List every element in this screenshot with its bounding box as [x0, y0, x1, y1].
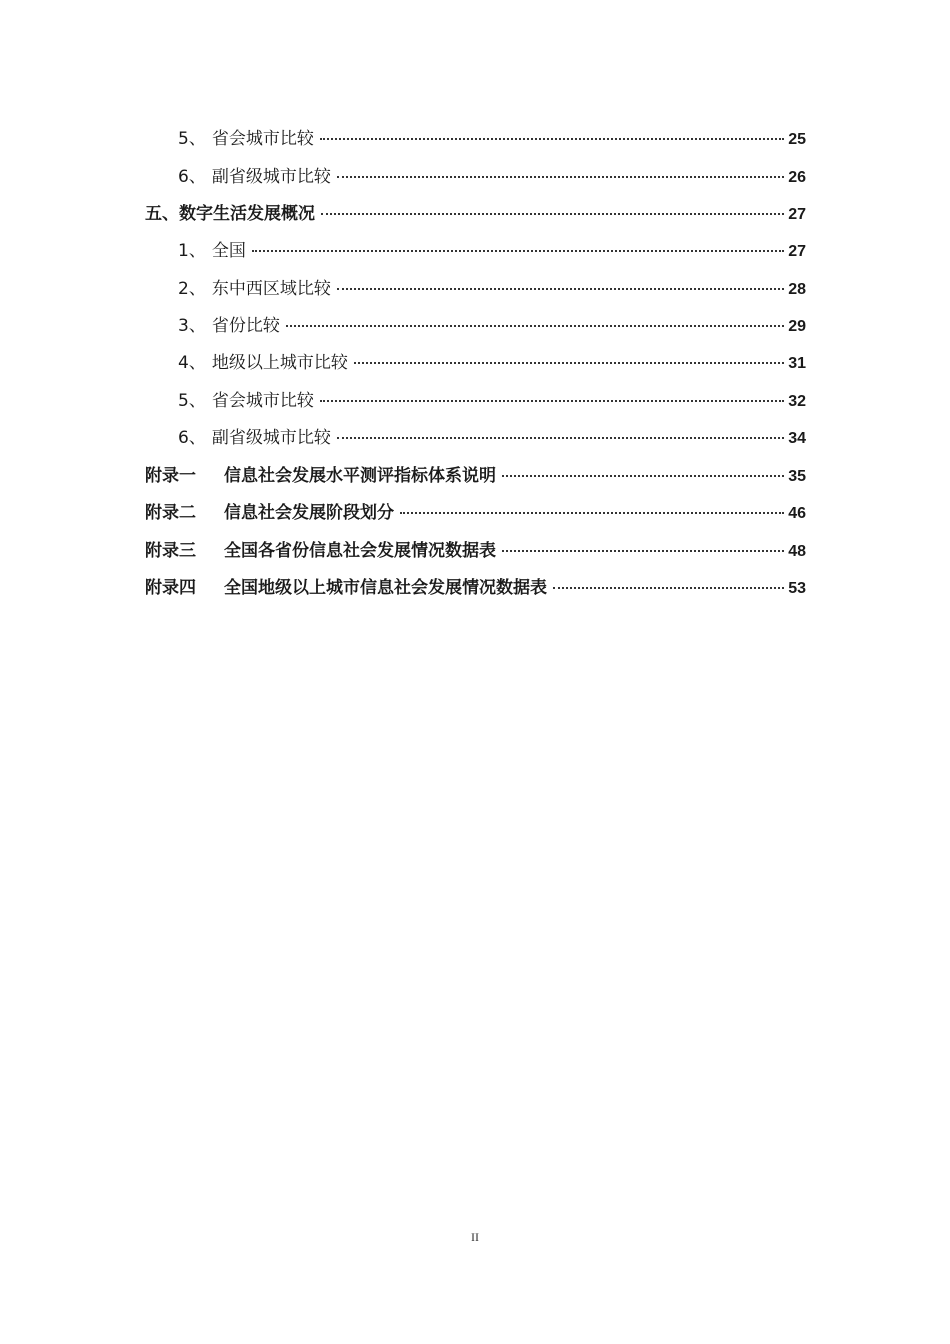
- toc-entry-title: 五、数字生活发展概况: [145, 204, 315, 224]
- toc-leader-dots: [337, 421, 784, 443]
- toc-entry-page: 53: [788, 580, 806, 597]
- toc-entry-title: 副省级城市比较: [211, 167, 331, 187]
- toc-entry[interactable]: [178, 346, 806, 373]
- toc-entry-page: 48: [788, 543, 806, 560]
- toc-leader-dots: [337, 160, 784, 182]
- toc-entry-page: 25: [788, 131, 806, 148]
- toc-entry[interactable]: [178, 384, 806, 411]
- toc-leader-dots: [320, 384, 784, 406]
- toc-entry-title: 信息社会发展阶段划分: [224, 503, 394, 523]
- toc-entry-page: 27: [788, 243, 806, 260]
- toc-entry[interactable]: [178, 421, 806, 448]
- toc-leader-dots: [553, 571, 784, 593]
- toc-entry[interactable]: [145, 496, 806, 523]
- toc-leader-dots: [337, 272, 784, 294]
- toc-entry-page: 35: [788, 468, 806, 485]
- toc-entry-title: 全国各省份信息社会发展情况数据表: [224, 541, 496, 561]
- toc-leader-dots: [321, 197, 784, 219]
- toc-entry-number: 附录三: [145, 541, 196, 561]
- toc-entry-title: 副省级城市比较: [211, 428, 331, 448]
- page-number: II: [471, 1230, 479, 1244]
- toc-entry-number: 附录二: [145, 503, 196, 523]
- toc-entry[interactable]: [178, 160, 806, 187]
- toc-entry-page: 28: [788, 281, 806, 298]
- toc-entry-title: 信息社会发展水平测评指标体系说明: [224, 466, 496, 486]
- toc-leader-dots: [286, 309, 784, 331]
- toc-entry-title: 东中西区域比较: [211, 279, 331, 299]
- toc-entry[interactable]: [145, 534, 806, 561]
- toc-entry-title: 省会城市比较: [211, 129, 314, 149]
- toc-entry-page: 26: [788, 169, 806, 186]
- toc-entry-page: 29: [788, 318, 806, 335]
- toc-entry-title: 省份比较: [211, 316, 280, 336]
- toc-entry-number: 4、: [178, 353, 206, 373]
- toc-leader-dots: [502, 534, 784, 556]
- toc-entry[interactable]: [145, 197, 806, 224]
- toc-leader-dots: [400, 496, 784, 518]
- toc-entry-page: 27: [788, 206, 806, 223]
- toc-leader-dots: [354, 346, 784, 368]
- toc-entry-number: 1、: [178, 241, 206, 261]
- toc-entry[interactable]: [178, 122, 806, 149]
- toc-leader-dots: [502, 459, 784, 481]
- toc-entry-number: 6、: [178, 428, 206, 448]
- toc-entry[interactable]: [178, 309, 806, 336]
- toc-entry-number: 5、: [178, 129, 206, 149]
- toc-entry-number: 3、: [178, 316, 206, 336]
- toc-entry-title: 全国地级以上城市信息社会发展情况数据表: [224, 578, 547, 598]
- toc-leader-dots: [252, 234, 784, 256]
- toc-entry-number: 附录一: [145, 466, 196, 486]
- toc-entry-number: 6、: [178, 167, 206, 187]
- toc-entry-page: 32: [788, 393, 806, 410]
- toc-entry[interactable]: [145, 571, 806, 598]
- toc-entry-title: 省会城市比较: [211, 391, 314, 411]
- toc-entry-page: 46: [788, 505, 806, 522]
- toc-leader-dots: [320, 122, 784, 144]
- toc-entry[interactable]: [178, 272, 806, 299]
- toc-entry-page: 31: [788, 355, 806, 372]
- toc-entry-number: 附录四: [145, 578, 196, 598]
- toc-entry-number: 2、: [178, 279, 206, 299]
- toc-entry-number: 5、: [178, 391, 206, 411]
- toc-entry[interactable]: [145, 459, 806, 486]
- toc-entry-page: 34: [788, 430, 806, 447]
- toc-entry-title: 全国: [211, 241, 246, 261]
- toc-entry[interactable]: [178, 234, 806, 261]
- toc-entry-title: 地级以上城市比较: [211, 353, 348, 373]
